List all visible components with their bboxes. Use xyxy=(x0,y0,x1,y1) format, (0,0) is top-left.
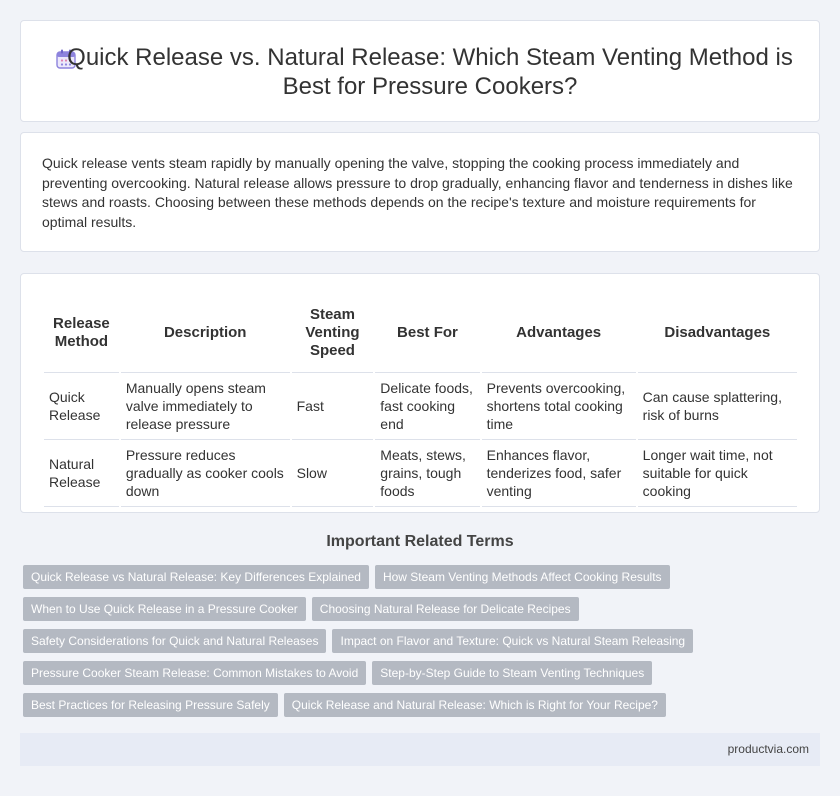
table-cell: Meats, stews, grains, tough foods xyxy=(375,440,479,507)
comparison-table xyxy=(42,294,799,507)
tag-row xyxy=(23,629,823,661)
table-cell: Delicate foods, fast cooking end xyxy=(375,373,479,440)
tag-row xyxy=(23,661,823,693)
related-term-link[interactable]: Safety Considerations for Quick and Natural Releases xyxy=(23,629,326,653)
table-row xyxy=(44,373,797,440)
column-header: Best For xyxy=(375,294,479,373)
table-row xyxy=(44,440,797,507)
column-header: Advantages xyxy=(482,294,636,373)
intro-paragraph: Quick release vents steam rapidly by manually opening the valve, stopping the cooking process immediately and preventing overcooking. Natural release allows pressure to drop gradually, enhancing flavor and tenderness in dishes like stews and roasts. Choosing between these methods depends on the recipe's texture and moisture requirements for optimal results. xyxy=(42,155,793,230)
column-header: Release Method xyxy=(44,294,119,373)
table-cell: Can cause splattering, risk of burns xyxy=(638,373,797,440)
footer xyxy=(20,733,820,766)
table-cell: Prevents overcooking, shortens total cooking time xyxy=(482,373,636,440)
table-cell: Fast xyxy=(292,373,374,440)
column-header: Disadvantages xyxy=(638,294,797,373)
related-term-link[interactable]: Best Practices for Releasing Pressure Safely xyxy=(23,693,278,717)
table-cell: Pressure reduces gradually as cooker cools down xyxy=(121,440,290,507)
title-card xyxy=(20,20,820,122)
tag-row xyxy=(23,597,823,629)
tag-row xyxy=(23,693,823,725)
related-term-link[interactable]: Pressure Cooker Steam Release: Common Mistakes to Avoid xyxy=(23,661,366,685)
related-term-link[interactable]: How Steam Venting Methods Affect Cooking Results xyxy=(375,565,670,589)
related-term-link[interactable]: Choosing Natural Release for Delicate Recipes xyxy=(312,597,579,621)
column-header: Description xyxy=(121,294,290,373)
table-header-row xyxy=(44,294,797,373)
related-term-link[interactable]: Quick Release and Natural Release: Which is Right for Your Recipe? xyxy=(284,693,666,717)
comparison-table-card xyxy=(20,273,820,513)
related-term-link[interactable]: When to Use Quick Release in a Pressure Cooker xyxy=(23,597,306,621)
column-header: Steam Venting Speed xyxy=(292,294,374,373)
tag-row xyxy=(23,565,823,597)
intro-card xyxy=(20,132,820,252)
table-cell: Natural Release xyxy=(44,440,119,507)
table-cell: Enhances flavor, tenderizes food, safer venting xyxy=(482,440,636,507)
table-cell: Longer wait time, not suitable for quick cooking xyxy=(638,440,797,507)
related-term-link[interactable]: Step-by-Step Guide to Steam Venting Techniques xyxy=(372,661,652,685)
site-name: productvia.com xyxy=(727,742,809,756)
table-cell: Manually opens steam valve immediately to release pressure xyxy=(121,373,290,440)
related-term-link[interactable]: Impact on Flavor and Texture: Quick vs Natural Steam Releasing xyxy=(332,629,693,653)
related-terms-list xyxy=(23,565,823,725)
related-terms-heading: Important Related Terms xyxy=(326,533,514,550)
table-cell: Slow xyxy=(292,440,374,507)
table-cell: Quick Release xyxy=(44,373,119,440)
related-term-link[interactable]: Quick Release vs Natural Release: Key Differences Explained xyxy=(23,565,369,589)
page-title: Quick Release vs. Natural Release: Which Steam Venting Method is Best for Pressure Cookers? xyxy=(67,44,793,100)
